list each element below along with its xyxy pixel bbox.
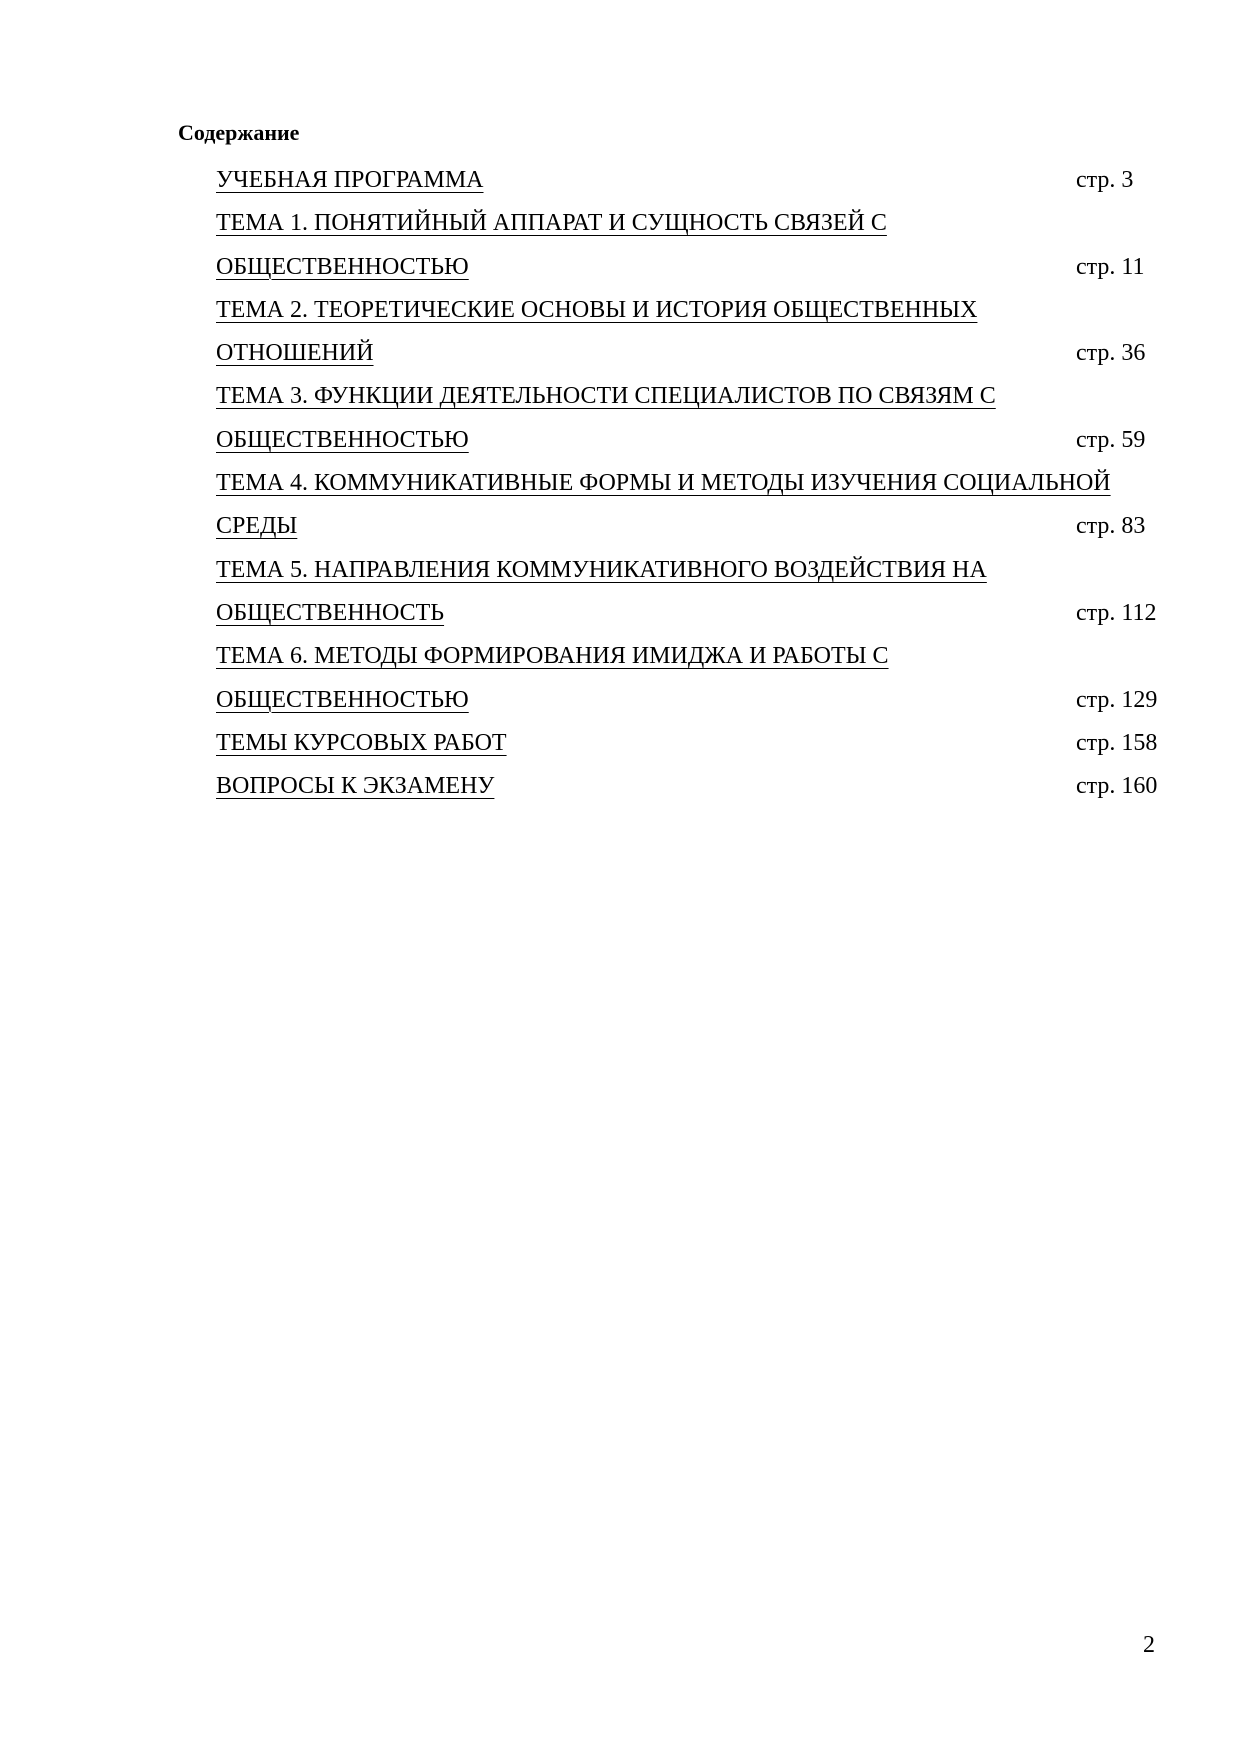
toc-entry-line: ТЕМА 5. НАПРАВЛЕНИЯ КОММУНИКАТИВНОГО ВОЗДЕЙСТВИЯ НА xyxy=(216,556,987,583)
toc-page-ref: стр. 83 xyxy=(1076,513,1146,540)
toc-entry-line: ТЕМА 2. ТЕОРЕТИЧЕСКИЕ ОСНОВЫ И ИСТОРИЯ ОБЩЕСТВЕННЫХ xyxy=(216,296,978,323)
toc-entry-line: СРЕДЫ xyxy=(216,513,298,540)
toc-item xyxy=(216,635,1176,722)
toc-item xyxy=(216,765,1176,808)
toc-entry-line: ТЕМА 6. МЕТОДЫ ФОРМИРОВАНИЯ ИМИДЖА И РАБОТЫ С xyxy=(216,643,889,670)
toc-list xyxy=(216,159,1176,808)
toc-entry-text xyxy=(216,289,1156,376)
page-number: 2 xyxy=(1143,1632,1155,1658)
toc-entry-line: ОБЩЕСТВЕННОСТЬЮ xyxy=(216,426,469,453)
toc-entry-line: ВОПРОСЫ К ЭКЗАМЕНУ xyxy=(216,773,495,800)
toc-entry-text xyxy=(216,765,1156,808)
toc-entry-tema-2[interactable] xyxy=(216,289,1176,376)
toc-entry-line: ТЕМА 1. ПОНЯТИЙНЫЙ АППАРАТ И СУЩНОСТЬ СВЯЗЕЙ С xyxy=(216,210,887,237)
toc-entry-text xyxy=(216,635,1156,722)
toc-page-ref: стр. 11 xyxy=(1076,253,1145,280)
toc-item xyxy=(216,549,1176,636)
toc-entry-tema-6[interactable] xyxy=(216,635,1176,722)
toc-entry-voprosy-k-ekzamenu[interactable] xyxy=(216,765,1176,808)
toc-title: Содержание xyxy=(178,120,300,145)
toc-item xyxy=(216,289,1176,376)
toc-item xyxy=(216,722,1176,765)
toc-page-ref: стр. 129 xyxy=(1076,686,1158,713)
toc-entry-text xyxy=(216,549,1156,636)
toc-entry-line: ТЕМА 3. ФУНКЦИИ ДЕЯТЕЛЬНОСТИ СПЕЦИАЛИСТОВ ПО СВЯЗЯМ С xyxy=(216,383,996,410)
toc-entry-line: ТЕМЫ КУРСОВЫХ РАБОТ xyxy=(216,729,507,756)
toc-entry-temy-kursovykh-rabot[interactable] xyxy=(216,722,1176,765)
toc-page-ref: стр. 112 xyxy=(1076,599,1157,626)
toc-entry-tema-1[interactable] xyxy=(216,202,1176,289)
toc-entry-tema-5[interactable] xyxy=(216,549,1176,636)
toc-entry-text xyxy=(216,375,1156,462)
toc-entry-tema-3[interactable] xyxy=(216,375,1176,462)
toc-entry-text xyxy=(216,159,1156,202)
toc-entry-line: ОБЩЕСТВЕННОСТЬЮ xyxy=(216,686,469,713)
toc-entry-uchebnaya-programma[interactable] xyxy=(216,159,1176,202)
toc-page-ref: стр. 59 xyxy=(1076,426,1146,453)
toc-entry-line: УЧЕБНАЯ ПРОГРАММА xyxy=(216,167,484,193)
toc-entry-text xyxy=(216,462,1156,549)
toc-item xyxy=(216,159,1176,202)
toc-item xyxy=(216,202,1176,289)
toc-entry-line: ОТНОШЕНИЙ xyxy=(216,340,374,367)
toc-entry-line: ОБЩЕСТВЕННОСТЬЮ xyxy=(216,253,469,280)
toc-item xyxy=(216,375,1176,462)
toc-page-ref: стр. 36 xyxy=(1076,340,1146,367)
toc-page-ref: стр. 160 xyxy=(1076,773,1158,800)
toc-entry-text xyxy=(216,202,1156,289)
toc-entry-text xyxy=(216,722,1156,765)
toc-item xyxy=(216,462,1176,549)
toc-page-ref: стр. 3 xyxy=(1076,167,1134,193)
toc-entry-line: ТЕМА 4. КОММУНИКАТИВНЫЕ ФОРМЫ И МЕТОДЫ ИЗУЧЕНИЯ СОЦИАЛЬНОЙ xyxy=(216,470,1111,497)
toc-entry-line: ОБЩЕСТВЕННОСТЬ xyxy=(216,599,445,626)
toc-page-ref: стр. 158 xyxy=(1076,729,1158,756)
toc-entry-tema-4[interactable] xyxy=(216,462,1176,549)
